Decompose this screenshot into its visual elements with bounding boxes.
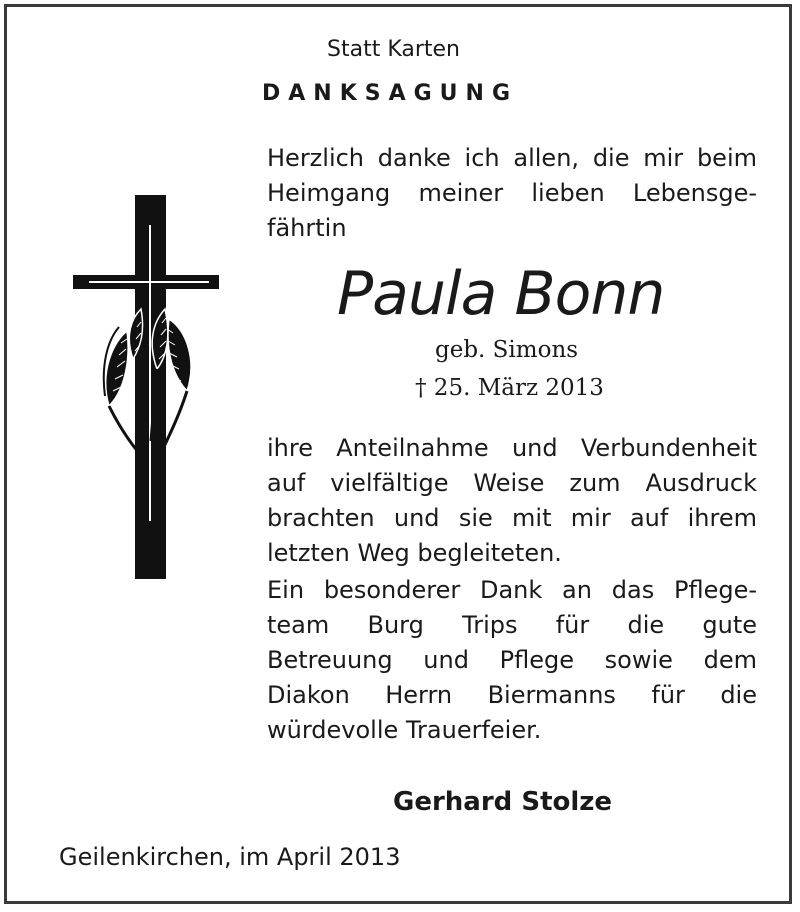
text-line: auf vielfältige Weise zum Ausdruck: [267, 469, 757, 497]
place-and-date: Geilenkirchen, im April 2013: [59, 843, 401, 871]
text-line: fährtin: [267, 214, 347, 242]
text-line: Betreuung und Pflege sowie dem: [267, 646, 757, 674]
cross-with-wheat-icon: [69, 191, 224, 583]
text-line: Heimgang meiner lieben Lebensge-: [267, 179, 757, 207]
text-line: würdevolle Trauerfeier.: [267, 716, 542, 744]
death-date: † 25. März 2013: [415, 375, 604, 401]
text-line: brachten und sie mit mir auf ihrem: [267, 504, 757, 532]
text-line: ihre Anteilnahme und Verbundenheit: [267, 434, 757, 462]
text-line: letzten Weg begleiteten.: [267, 539, 562, 567]
text-line: Herzlich danke ich allen, die mir beim: [267, 144, 757, 172]
obituary-notice: [4, 4, 792, 904]
text-line: Ein besonderer Dank an das Pflege-: [267, 576, 757, 604]
maiden-name: geb. Simons: [435, 337, 579, 363]
thanks-paragraph: [267, 431, 757, 571]
statt-karten-note: Statt Karten: [327, 37, 460, 62]
text-line: Diakon Herrn Biermanns für die: [267, 681, 757, 709]
special-thanks-paragraph: [267, 573, 757, 748]
signature: Gerhard Stolze: [393, 787, 613, 817]
notice-title: DANKSAGUNG: [262, 81, 519, 106]
text-line: team Burg Trips für die gute: [267, 611, 757, 639]
intro-paragraph: [267, 141, 757, 246]
deceased-name: Paula Bonn: [337, 259, 665, 329]
